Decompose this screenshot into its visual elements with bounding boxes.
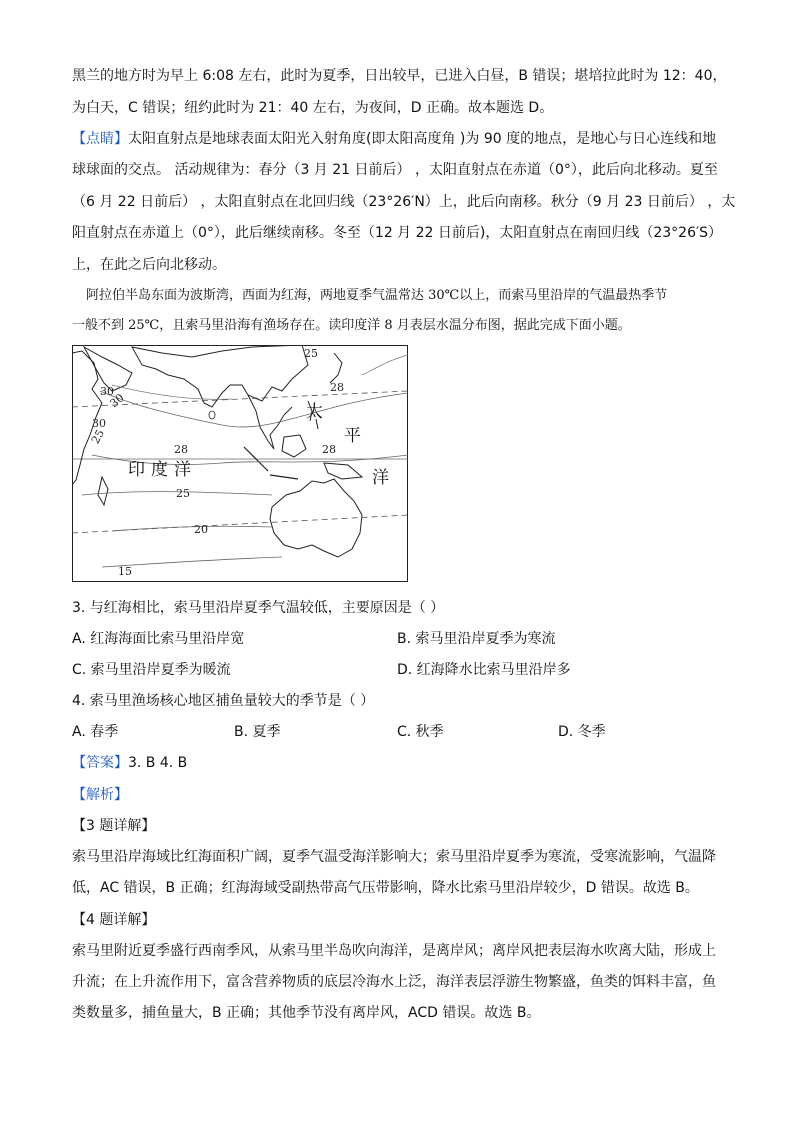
- iso-label: 25: [88, 427, 108, 446]
- detail3-line1: 索马里沿岸海域比红海面积广阔，夏季气温受海洋影响大；索马里沿岸夏季为寒流，受寒流影响，气温降: [72, 849, 716, 865]
- iso-label: 28: [174, 443, 188, 456]
- q4-stem: 4. 索马里渔场核心地区捕鱼量较大的季节是（ ）: [72, 693, 375, 709]
- jiexi-tag: 【解析】: [72, 787, 128, 803]
- detail4-heading: 【4 题详解】: [72, 912, 156, 928]
- dianjing-tag: 【点睛】: [72, 131, 128, 147]
- iso-label: 15: [118, 565, 132, 578]
- iso-label: 25: [176, 487, 190, 500]
- detail3-heading: 【3 题详解】: [72, 818, 156, 834]
- q4-option-d: D. 冬季: [558, 724, 606, 740]
- para1-line1: 黑兰的地方时为早上 6:08 左右，此时为夏季，日出较早，已进入白昼，B 错误；堪培拉此时为 12：40，: [72, 68, 727, 84]
- indian-ocean-label: 印度洋: [128, 460, 197, 480]
- iso-label: 28: [322, 443, 336, 456]
- dianjing-line3: （6 月 22 日前后） ，太阳直射点在北回归线（23°26′N）上，此后向南移。秋分（9 月 23 日前后） ，太: [72, 194, 736, 210]
- q3-option-a: A. 红海海面比索马里沿岸宽: [72, 631, 245, 647]
- iso-label: 25: [304, 347, 318, 360]
- intro-line2: 一般不到 25℃，且索马里沿海有渔场存在。读印度洋 8 月表层水温分布图，据此完成下面小题。: [72, 318, 631, 333]
- dianjing-line2: 球球面的交点。 活动规律为：春分（3 月 21 日前后） ，太阳直射点在赤道（0°），此后向北移动。夏至: [72, 162, 718, 178]
- dianjing-line5: 上，在此之后向北移动。: [72, 257, 226, 273]
- pacific-label-1: 太: [306, 402, 323, 422]
- detail4-line1: 索马里附近夏季盛行西南季风，从索马里半岛吹向海洋，是离岸风；离岸风把表层海水吹离大陆，形成上: [72, 943, 716, 959]
- q3-stem: 3. 与红海相比，索马里沿岸夏季气温较低，主要原因是（ ）: [72, 600, 445, 616]
- intro-line1: 阿拉伯半岛东面为波斯湾，西面为红海，两地夏季气温常达 30℃以上，而索马里沿岸的气温最热季节: [86, 288, 668, 303]
- para1-line2: 为白天，C 错误；纽约此时为 21：40 左右，为夜间，D 正确。故本题选 D。: [72, 100, 554, 116]
- dianjing-line1: [72, 129, 732, 149]
- iso-label: 28: [330, 381, 344, 394]
- detail4-line2: 升流；在上升流作用下，富含营养物质的底层冷海水上泛，海洋表层浮游生物繁盛，鱼类的饵料丰富，鱼: [72, 974, 716, 990]
- q4-option-b: B. 夏季: [234, 724, 281, 740]
- detail3-line2: 低，AC 错误，B 正确；红海海域受副热带高气压带影响，降水比索马里沿岸较少，D 错误。故选 B。: [72, 880, 699, 896]
- q4-option-a: A. 春季: [72, 724, 119, 740]
- dianjing-line4: 阳直射点在赤道上（0°），此后继续南移。冬至（12 月 22 日前后)，太阳直射点在南回归线（23°26′S）: [72, 225, 723, 241]
- dianjing-text1: 太阳直射点是地球表面太阳光入射角度(即太阳高度角 )为 90 度的地点，是地心与日心连线和地: [128, 131, 717, 147]
- answer-line: [72, 753, 732, 773]
- answer-tag: 【答案】: [72, 755, 128, 771]
- pacific-label-2: 平: [344, 426, 361, 446]
- iso-label: 30: [107, 391, 127, 411]
- detail4-line3: 类数量多，捕鱼量大，B 正确；其他季节没有离岸风，ACD 错误。故选 B。: [72, 1005, 541, 1021]
- map-frame: [73, 346, 408, 582]
- q3-option-c: C. 索马里沿岸夏季为暖流: [72, 662, 231, 678]
- jiexi-line: [72, 785, 732, 805]
- q3-option-d: D. 红海降水比索马里沿岸多: [397, 662, 571, 678]
- q4-option-c: C. 秋季: [397, 724, 444, 740]
- indian-ocean-sst-map: [72, 345, 408, 582]
- pacific-label-3: 洋: [372, 468, 389, 488]
- iso-label: 20: [194, 523, 208, 536]
- q3-option-b: B. 索马里沿岸夏季为寒流: [397, 631, 556, 647]
- iso-label: 30: [92, 417, 106, 430]
- iso-label: 30: [100, 385, 114, 398]
- answer-text: 3. B 4. B: [128, 755, 188, 771]
